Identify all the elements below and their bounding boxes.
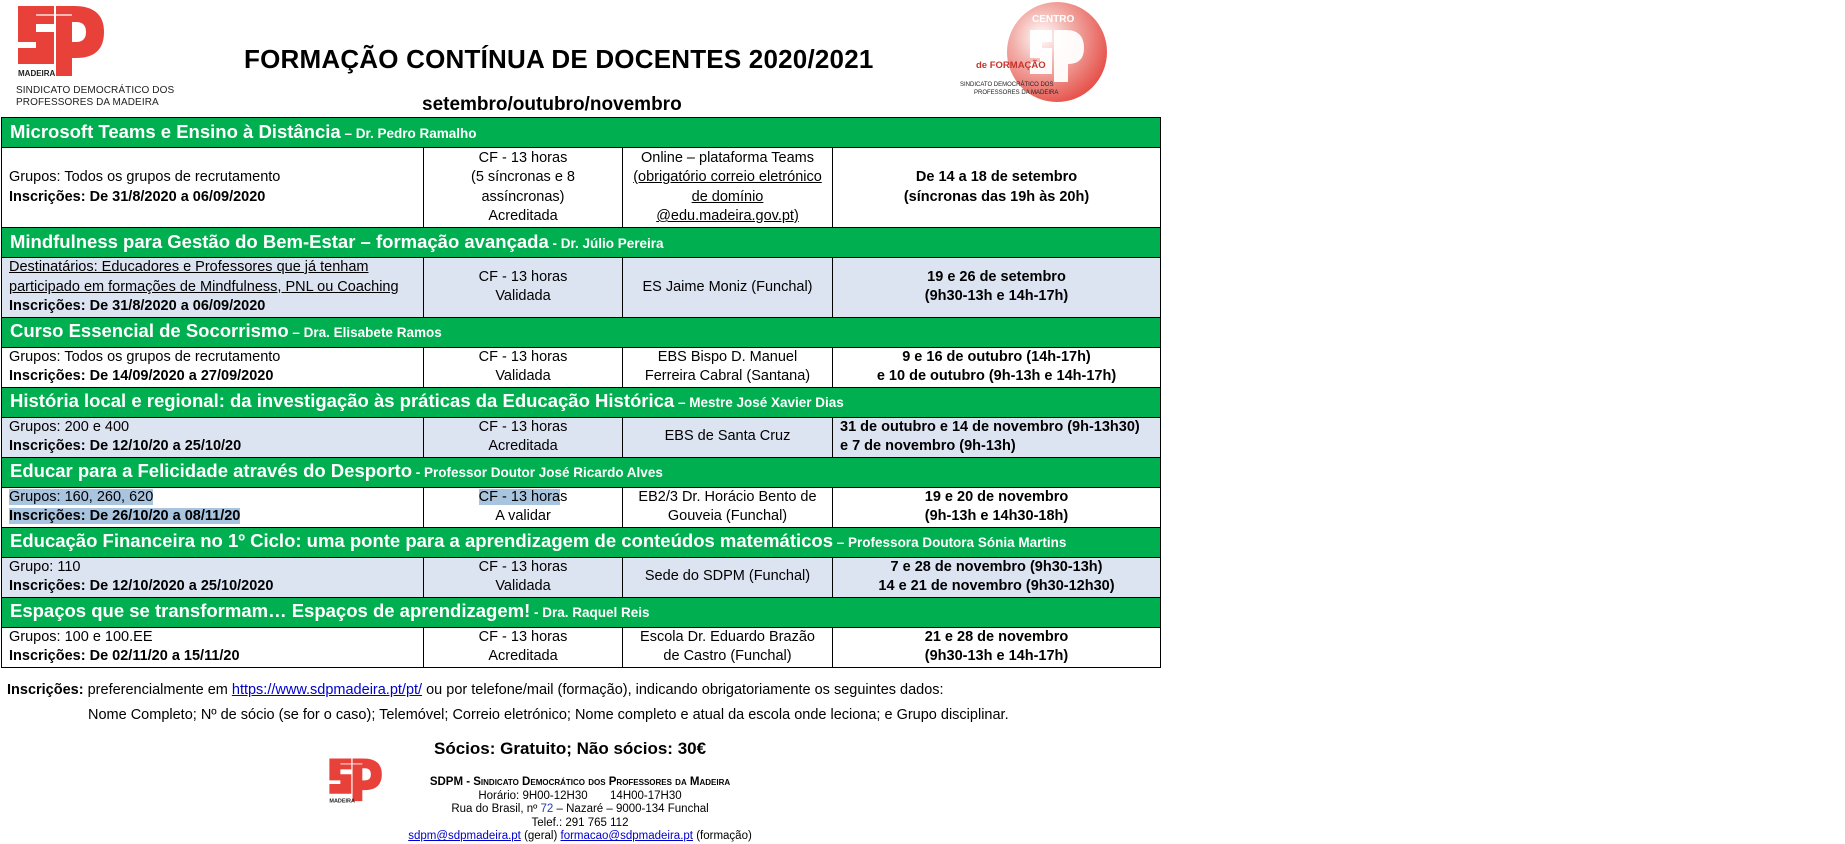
location-text: @edu.madeira.gov.pt) <box>656 208 799 224</box>
dates-text: 14 e 21 de novembro (9h30-12h30) <box>878 578 1115 594</box>
course-table <box>1 117 1161 668</box>
svg-text:PROFESSORES DA MADEIRA: PROFESSORES DA MADEIRA <box>974 90 1059 96</box>
groups-text: Grupos: 100 e 100.EE <box>9 628 153 645</box>
dates-text: 21 e 28 de novembro <box>924 628 1069 645</box>
location-cell <box>623 148 833 228</box>
hours-text: CF - 13 horas <box>478 149 568 166</box>
course-header <box>2 387 1161 417</box>
location-cell <box>623 487 833 527</box>
hours-pm: 14H00-17H30 <box>610 789 682 802</box>
course-row <box>2 557 1161 597</box>
dates-text: 9 e 16 de outubro (14h-17h) <box>902 348 1091 365</box>
accreditation-status: Validada <box>495 288 551 305</box>
groups-text: Grupos: 160, 260, 620 <box>9 488 154 505</box>
location-text: de domínio <box>691 188 764 205</box>
course-title: Mindfulness para Gestão do Bem-Estar – formação avançada <box>10 230 549 252</box>
hours-text: CF - 13 horas <box>478 268 568 285</box>
course-header <box>2 228 1161 258</box>
course-title: Educação Financeira no 1º Ciclo: uma ponte para a aprendizagem de conteúdos matemáticos <box>10 530 834 552</box>
svg-text:MADEIRA: MADEIRA <box>18 69 56 78</box>
accreditation-status: Acreditada <box>488 648 558 664</box>
organization-name: SDPM - Sindicato Democrático dos Professores da Madeira <box>429 776 731 788</box>
hours-text: CF - 13 horas <box>478 628 568 645</box>
hours-text: CF - 13 horas <box>478 348 568 365</box>
registration-text: ou por telefone/mail (formação), indicando obrigatoriamente os seguintes dados: <box>422 682 944 698</box>
dates-cell <box>833 258 1161 318</box>
phone: Telef.: 291 765 112 <box>531 816 629 829</box>
location-text: Sede do SDPM (Funchal) <box>644 568 811 585</box>
accreditation-status: Acreditada <box>488 208 558 224</box>
location-cell <box>623 347 833 387</box>
groups-text: Grupos: Todos os grupos de recrutamento <box>9 348 281 365</box>
groups-text: participado em formações de Mindfulness, PNL ou Coaching <box>9 278 399 295</box>
dates-text: 7 e 28 de novembro (9h30-13h) <box>890 558 1103 575</box>
course-instructor: - Dra. Raquel Reis <box>530 605 650 621</box>
dates-text: e 10 de outubro (9h-13h e 14h-17h) <box>876 368 1117 384</box>
dates-cell <box>833 487 1161 527</box>
hours-cell <box>424 148 623 228</box>
course-instructor: - Dr. Júlio Pereira <box>548 235 664 251</box>
dates-cell <box>833 627 1161 667</box>
location-text: Gouveia (Funchal) <box>667 508 788 524</box>
groups-text: Grupos: Todos os grupos de recrutamento <box>9 169 281 185</box>
hours-text: CF - 13 horas <box>478 558 568 575</box>
course-row <box>2 417 1161 457</box>
course-row <box>2 148 1161 228</box>
groups-cell <box>2 148 424 228</box>
logo-caption-line: SINDICATO DEMOCRÁTICO DOS <box>16 85 175 96</box>
groups-cell <box>2 487 424 527</box>
location-text: EBS de Santa Cruz <box>664 428 791 445</box>
hours-cell <box>424 487 623 527</box>
registration-text: Inscrições: De 12/10/20 a 25/10/20 <box>9 438 242 454</box>
dates-text: 19 e 20 de novembro <box>924 488 1069 505</box>
email-training-link[interactable]: formacao@sdpmadeira.pt <box>560 830 693 843</box>
groups-cell <box>2 417 424 457</box>
groups-cell <box>2 258 424 318</box>
svg-text:MADEIRA: MADEIRA <box>329 798 355 805</box>
sdpm-footer-logo-icon <box>324 756 386 806</box>
address <box>380 803 780 817</box>
hours-cell <box>424 557 623 597</box>
dates-text: (9h-13h e 14h30-18h) <box>924 508 1069 524</box>
course-title: História local e regional: da investigação às práticas da Educação Histórica <box>10 390 675 412</box>
course-header <box>2 317 1161 347</box>
course-title: Curso Essencial de Socorrismo <box>10 320 289 342</box>
groups-cell <box>2 347 424 387</box>
location-text: EBS Bispo D. Manuel <box>657 348 798 365</box>
dates-text: 19 e 26 de setembro <box>927 268 1066 285</box>
pricing-text: Sócios: Gratuito; Não sócios: 30€ <box>434 739 707 758</box>
emails <box>380 830 780 844</box>
contact-block <box>380 776 780 844</box>
hours-text: s <box>560 488 568 505</box>
registration-text: preferencialmente em <box>83 682 232 698</box>
accreditation-status: A validar <box>495 508 551 524</box>
groups-cell <box>2 557 424 597</box>
accreditation-status: Validada <box>495 368 551 384</box>
registration-label: Inscrições: <box>7 682 84 698</box>
location-text: Escola Dr. Eduardo Brazão <box>640 628 815 645</box>
dates-text: (síncronas das 19h às 20h) <box>903 188 1090 205</box>
hours-cell <box>424 347 623 387</box>
dates-cell <box>833 148 1161 228</box>
registration-text: Inscrições: De 31/8/2020 a 06/09/2020 <box>9 298 266 314</box>
dates-text: e 7 de novembro (9h-13h) <box>840 438 1016 454</box>
hours-cell <box>424 417 623 457</box>
groups-text: Destinatários: Educadores e Professores que já tenham <box>9 259 369 275</box>
groups-text: Grupos: 200 e 400 <box>9 418 130 435</box>
course-header <box>2 597 1161 627</box>
dates-text: 31 de outubro e 14 de novembro (9h-13h30) <box>840 418 1140 435</box>
location-text: EB2/3 Dr. Horácio Bento de <box>638 488 817 505</box>
hours-cell <box>424 627 623 667</box>
course-header <box>2 457 1161 487</box>
registration-instructions <box>7 682 944 698</box>
dates-text: (9h30-13h e 14h-17h) <box>924 648 1069 664</box>
office-hours <box>380 790 780 804</box>
course-row <box>2 487 1161 527</box>
hours-text: (5 síncronas e 8 <box>471 169 575 185</box>
location-text: (obrigatório correio eletrónico <box>633 169 822 185</box>
hours-text: CF - 13 horas <box>478 418 568 435</box>
course-row <box>2 347 1161 387</box>
course-instructor: – Dr. Pedro Ramalho <box>340 125 477 141</box>
sdpm-logo-icon <box>14 2 106 84</box>
location-cell <box>623 627 833 667</box>
registration-text: Inscrições: De 31/8/2020 a 06/09/2020 <box>9 188 266 205</box>
centro-formacao-logo-icon <box>960 2 1120 106</box>
dates-cell <box>833 417 1161 457</box>
address-text: Rua do Brasil, nº <box>451 803 541 816</box>
svg-text:de FORMAÇÃO: de FORMAÇÃO <box>976 60 1046 71</box>
email-general-link[interactable]: sdpm@sdpmadeira.pt <box>408 830 521 843</box>
dates-cell <box>833 557 1161 597</box>
location-cell <box>623 258 833 318</box>
dates-cell <box>833 347 1161 387</box>
logo-caption-line: PROFESSORES DA MADEIRA <box>16 97 159 108</box>
course-instructor: – Professora Doutora Sónia Martins <box>833 535 1067 551</box>
registration-text: Inscrições: De 14/09/2020 a 27/09/2020 <box>9 368 274 384</box>
course-instructor: – Dra. Elisabete Ramos <box>288 325 442 341</box>
email-label: (geral) <box>520 830 561 843</box>
dates-text: (9h30-13h e 14h-17h) <box>924 288 1069 305</box>
location-text: Ferreira Cabral (Santana) <box>644 368 811 384</box>
accreditation-status: Validada <box>495 578 551 594</box>
page-title: FORMAÇÃO CONTÍNUA DE DOCENTES 2020/2021 <box>244 44 874 74</box>
location-cell <box>623 557 833 597</box>
email-label: (formação) <box>693 830 752 843</box>
groups-cell <box>2 627 424 667</box>
accreditation-status: Acreditada <box>488 438 558 454</box>
course-header <box>2 527 1161 557</box>
location-text: ES Jaime Moniz (Funchal) <box>642 278 813 295</box>
course-instructor: - Professor Doutor José Ricardo Alves <box>412 465 663 481</box>
hours-am: Horário: 9H00-12H30 <box>478 789 588 802</box>
groups-text: Grupo: 110 <box>9 558 81 575</box>
address-text: – Nazaré – 9000-134 Funchal <box>553 803 709 816</box>
page-subtitle: setembro/outubro/novembro <box>422 94 682 115</box>
registration-text: Inscrições: De 12/10/2020 a 25/10/2020 <box>9 578 274 594</box>
registration-link[interactable]: https://www.sdpmadeira.pt/pt/ <box>231 682 423 698</box>
required-data-text: Nome Completo; Nº de sócio (se for o caso); Telemóvel; Correio eletrónico; Nome completo e atual da escola onde leciona; e Grupo disciplinar. <box>88 707 1009 723</box>
course-instructor: – Mestre José Xavier Dias <box>674 395 844 411</box>
course-title: Educar para a Felicidade através do Desporto <box>10 460 413 482</box>
hours-cell <box>424 258 623 318</box>
location-cell <box>623 417 833 457</box>
svg-text:CENTRO: CENTRO <box>1032 14 1075 25</box>
dates-text: De 14 a 18 de setembro <box>915 169 1078 185</box>
course-title: Microsoft Teams e Ensino à Distância <box>10 120 341 142</box>
address-number: 72 <box>540 803 554 816</box>
hours-text: CF - 13 hora <box>478 488 561 505</box>
course-header <box>2 118 1161 148</box>
course-row <box>2 258 1161 318</box>
location-text: Online – plataforma Teams <box>640 149 815 166</box>
course-row <box>2 627 1161 667</box>
course-title: Espaços que se transformam… Espaços de aprendizagem! <box>10 600 531 622</box>
hours-text: assíncronas) <box>481 188 565 205</box>
logo-caption <box>16 85 174 109</box>
location-text: de Castro (Funchal) <box>663 648 792 664</box>
svg-text:SINDICATO DEMOCRÁTICO DOS: SINDICATO DEMOCRÁTICO DOS <box>960 82 1054 88</box>
registration-text: Inscrições: De 26/10/20 a 08/11/20 <box>9 508 241 524</box>
registration-text: Inscrições: De 02/11/20 a 15/11/20 <box>9 648 240 664</box>
